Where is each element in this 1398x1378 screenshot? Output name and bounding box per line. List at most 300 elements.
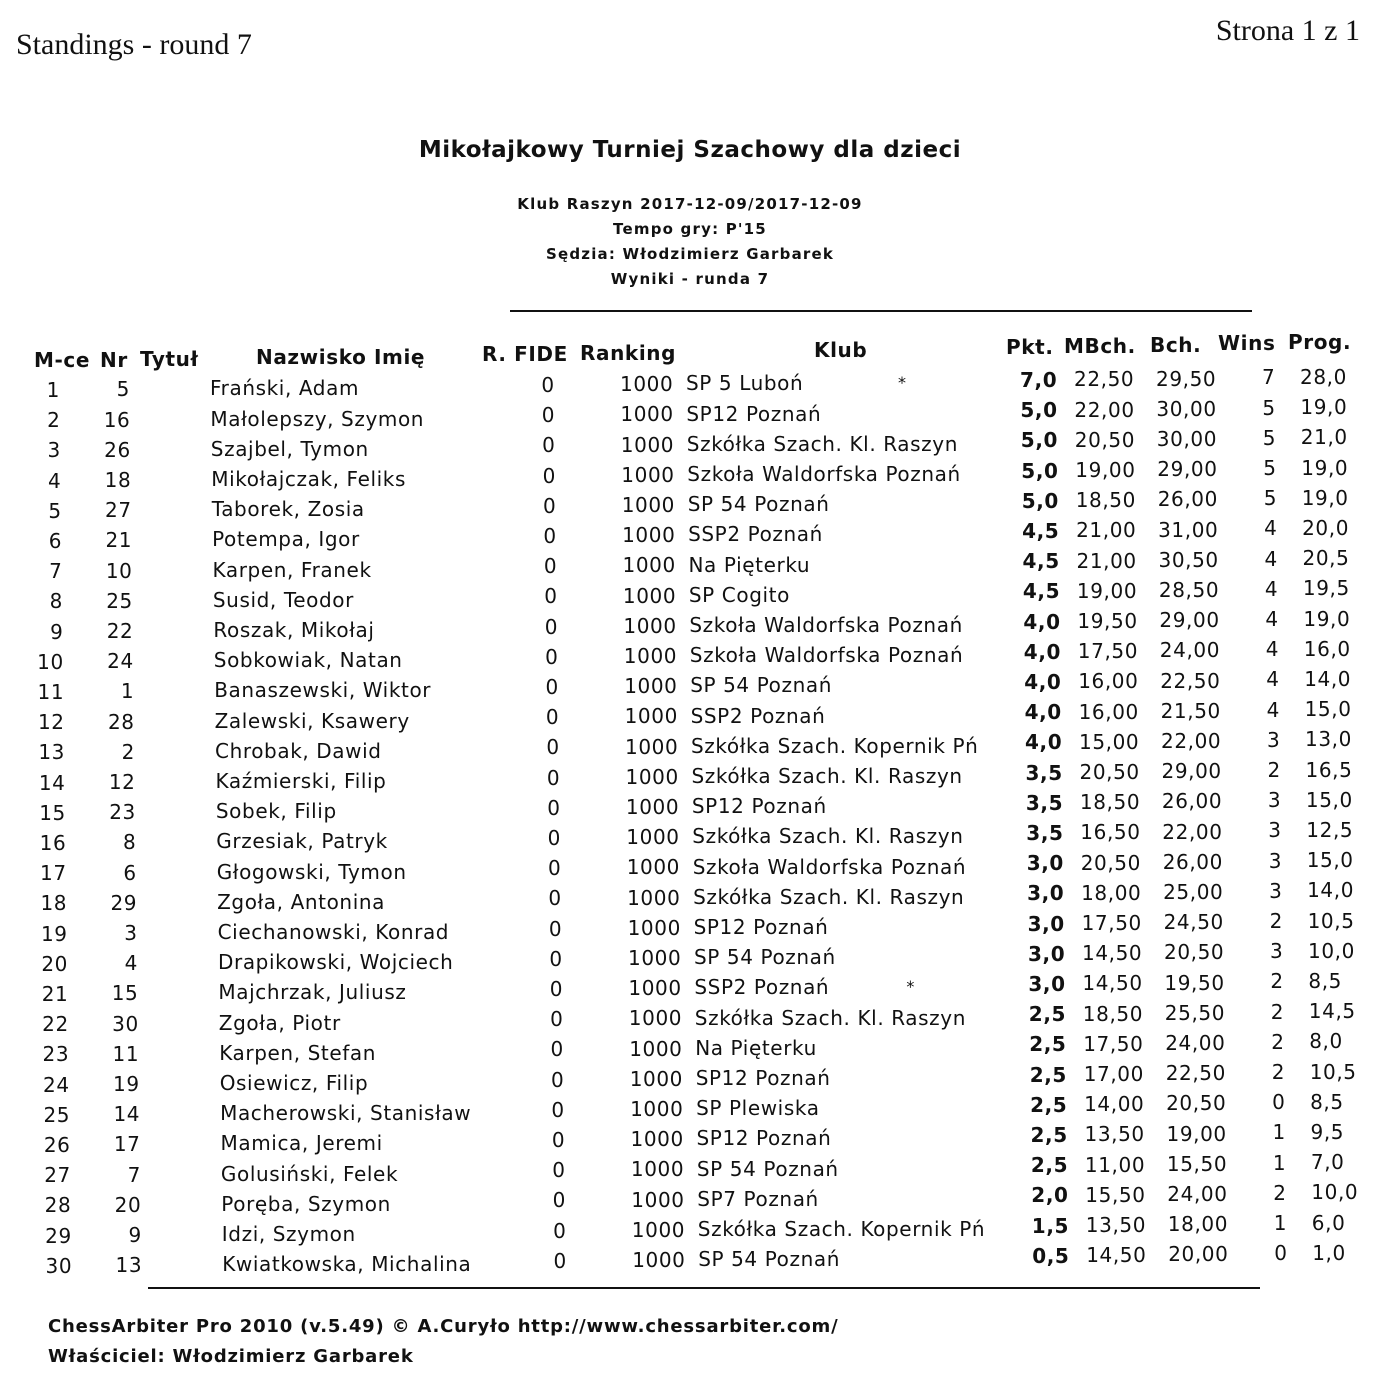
cell-mce: 3 bbox=[47, 438, 61, 463]
cell-bch: 18,00 bbox=[1167, 1212, 1229, 1237]
cell-wins: 2 bbox=[1273, 1180, 1287, 1205]
cell-mbch: 16,50 bbox=[1080, 820, 1141, 845]
cell-fide: 0 bbox=[545, 674, 559, 699]
cell-name: Karpen, Franek bbox=[212, 557, 372, 582]
cell-klub: SP12 Poznań bbox=[693, 915, 829, 939]
cell-pkt: 0,5 bbox=[1032, 1243, 1070, 1268]
cell-prog: 16,0 bbox=[1303, 636, 1351, 661]
cell-nr: 22 bbox=[106, 618, 134, 643]
cell-mce: 5 bbox=[48, 498, 62, 523]
cell-wins: 3 bbox=[1268, 848, 1283, 873]
cell-mce: 18 bbox=[40, 891, 68, 916]
cell-wins: 4 bbox=[1264, 546, 1278, 571]
cell-nr: 9 bbox=[128, 1222, 142, 1247]
cell-klub: SSP2 Poznań bbox=[688, 522, 823, 547]
cell-mbch: 19,00 bbox=[1076, 578, 1138, 603]
cell-bch: 26,00 bbox=[1157, 487, 1218, 512]
cell-klub: SP Cogito bbox=[688, 582, 790, 607]
cell-nr: 16 bbox=[103, 407, 131, 432]
cell-fide: 0 bbox=[552, 1188, 566, 1213]
cell-ranking: 1000 bbox=[621, 492, 675, 517]
cell-klub: Szkółka Szach. Kopernik Pń bbox=[697, 1217, 986, 1241]
cell-klub: SP 5 Luboń bbox=[686, 371, 804, 396]
cell-pkt: 2,5 bbox=[1029, 1062, 1067, 1087]
cell-mce: 23 bbox=[42, 1042, 70, 1067]
cell-name: Golusiński, Felek bbox=[220, 1161, 399, 1186]
cell-bch: 20,50 bbox=[1164, 940, 1225, 965]
cell-nr: 27 bbox=[105, 498, 132, 523]
cell-wins: 1 bbox=[1273, 1211, 1288, 1235]
cell-bch: 15,50 bbox=[1166, 1151, 1228, 1176]
cell-ranking: 1000 bbox=[632, 1247, 686, 1272]
cell-mce: 6 bbox=[48, 529, 63, 553]
cell-klub: SSP2 Poznań bbox=[690, 703, 826, 728]
cell-bch: 22,00 bbox=[1161, 728, 1222, 753]
cell-fide: 0 bbox=[543, 554, 558, 579]
cell-nr: 6 bbox=[123, 860, 137, 885]
col-header-ranking: Ranking bbox=[580, 341, 677, 365]
cell-nr: 10 bbox=[105, 558, 133, 583]
cell-mce: 2 bbox=[47, 408, 61, 433]
cell-fide: 0 bbox=[551, 1127, 566, 1152]
cell-ranking: 1000 bbox=[629, 1036, 683, 1061]
cell-wins: 4 bbox=[1265, 607, 1279, 631]
owner-line: Właściciel: Włodzimierz Garbarek bbox=[48, 1346, 414, 1367]
cell-fide: 0 bbox=[548, 856, 562, 881]
cell-mbch: 14,50 bbox=[1082, 941, 1143, 966]
cell-wins: 4 bbox=[1264, 576, 1279, 601]
cell-klub: Na Pięterku bbox=[688, 552, 811, 577]
cell-name: Mamica, Jeremi bbox=[220, 1131, 383, 1156]
cell-pkt: 3,0 bbox=[1028, 971, 1066, 996]
cell-bch: 22,50 bbox=[1160, 668, 1221, 693]
cell-mbch: 18,50 bbox=[1082, 1001, 1144, 1026]
cell-prog: 19,0 bbox=[1300, 395, 1348, 420]
cell-klub: SP12 Poznań bbox=[686, 401, 822, 426]
cell-prog: 14,0 bbox=[1304, 667, 1352, 691]
cell-name: Macherowski, Stanisław bbox=[220, 1101, 472, 1126]
col-header-fide: R. FIDE bbox=[482, 342, 568, 366]
row-mark: * bbox=[906, 977, 915, 997]
cell-ranking: 1000 bbox=[630, 1157, 685, 1182]
cell-fide: 0 bbox=[551, 1067, 565, 1092]
cell-ranking: 1000 bbox=[628, 976, 682, 1001]
cell-mbch: 16,00 bbox=[1078, 669, 1139, 694]
cell-mbch: 15,00 bbox=[1079, 729, 1140, 754]
cell-nr: 3 bbox=[124, 920, 138, 945]
cell-pkt: 4,0 bbox=[1024, 669, 1062, 694]
cell-name: Karpen, Stefan bbox=[219, 1040, 377, 1065]
cell-bch: 26,00 bbox=[1162, 849, 1223, 874]
cell-klub: SP 54 Poznań bbox=[687, 492, 830, 517]
cell-prog: 19,0 bbox=[1303, 606, 1351, 631]
cell-prog: 12,5 bbox=[1306, 818, 1354, 842]
cell-pkt: 4,0 bbox=[1025, 730, 1063, 755]
cell-ranking: 1000 bbox=[628, 1006, 683, 1031]
cell-wins: 4 bbox=[1266, 667, 1280, 692]
cell-pkt: 4,0 bbox=[1023, 609, 1061, 634]
cell-fide: 0 bbox=[551, 1097, 565, 1122]
cell-prog: 1,0 bbox=[1312, 1240, 1346, 1265]
cell-mbch: 13,50 bbox=[1084, 1122, 1145, 1147]
cell-wins: 1 bbox=[1272, 1150, 1287, 1175]
cell-mce: 4 bbox=[47, 468, 62, 493]
cell-mbch: 18,50 bbox=[1075, 488, 1136, 513]
cell-mbch: 17,00 bbox=[1083, 1062, 1144, 1086]
cell-mbch: 15,50 bbox=[1085, 1182, 1146, 1207]
cell-nr: 24 bbox=[107, 649, 134, 674]
cell-klub: SP7 Poznań bbox=[697, 1186, 819, 1211]
cell-fide: 0 bbox=[552, 1158, 566, 1183]
cell-nr: 30 bbox=[112, 1011, 139, 1036]
cell-klub: SP 54 Poznań bbox=[698, 1247, 840, 1272]
cell-pkt: 3,0 bbox=[1027, 911, 1065, 936]
cell-mbch: 16,00 bbox=[1078, 699, 1139, 724]
cell-wins: 0 bbox=[1274, 1241, 1288, 1266]
report-type-label: Standings - round 7 bbox=[16, 28, 252, 61]
cell-pkt: 3,5 bbox=[1025, 760, 1063, 785]
cell-mbch: 17,50 bbox=[1081, 911, 1142, 935]
cell-mbch: 22,00 bbox=[1074, 397, 1135, 422]
col-header-bch: Bch. bbox=[1150, 333, 1202, 357]
cell-prog: 9,5 bbox=[1310, 1120, 1345, 1144]
cell-mbch: 20,50 bbox=[1079, 760, 1140, 784]
cell-name: Roszak, Mikołaj bbox=[213, 618, 375, 642]
cell-name: Małolepszy, Szymon bbox=[210, 406, 425, 431]
cell-nr: 12 bbox=[108, 769, 136, 794]
cell-nr: 20 bbox=[114, 1192, 142, 1217]
col-header-pkt: Pkt. bbox=[1006, 335, 1054, 359]
cell-name: Kaźmierski, Filip bbox=[215, 769, 387, 793]
cell-prog: 20,5 bbox=[1302, 546, 1350, 571]
cell-mce: 1 bbox=[46, 378, 60, 402]
cell-klub: Na Pięterku bbox=[695, 1035, 817, 1060]
cell-nr: 2 bbox=[121, 739, 135, 764]
cell-name: Głogowski, Tymon bbox=[216, 859, 407, 884]
cell-ranking: 1000 bbox=[630, 1127, 684, 1152]
cell-wins: 5 bbox=[1263, 486, 1278, 511]
cell-nr: 15 bbox=[111, 981, 139, 1006]
cell-prog: 14,5 bbox=[1308, 999, 1356, 1024]
cell-fide: 0 bbox=[550, 1007, 564, 1032]
cell-fide: 0 bbox=[542, 433, 556, 458]
cell-klub: Szkółka Szach. Kl. Raszyn bbox=[694, 1005, 966, 1030]
cell-pkt: 1,5 bbox=[1031, 1213, 1070, 1238]
cell-prog: 10,0 bbox=[1308, 938, 1355, 963]
cell-prog: 19,0 bbox=[1301, 455, 1349, 480]
cell-bch: 19,00 bbox=[1166, 1121, 1227, 1146]
cell-nr: 1 bbox=[120, 679, 135, 704]
cell-fide: 0 bbox=[548, 886, 562, 911]
cell-mce: 19 bbox=[40, 921, 68, 946]
cell-nr: 4 bbox=[124, 951, 138, 976]
cell-fide: 0 bbox=[546, 735, 560, 760]
cell-nr: 17 bbox=[113, 1132, 141, 1157]
cell-nr: 14 bbox=[113, 1102, 141, 1127]
cell-ranking: 1000 bbox=[626, 825, 680, 850]
cell-pkt: 5,0 bbox=[1020, 398, 1058, 423]
software-credit: ChessArbiter Pro 2010 (v.5.49) © A.Curyło http://www.chessarbiter.com/ bbox=[48, 1316, 839, 1337]
cell-mce: 16 bbox=[39, 831, 67, 855]
cell-wins: 3 bbox=[1267, 788, 1282, 813]
cell-pkt: 4,0 bbox=[1024, 700, 1062, 725]
cell-wins: 2 bbox=[1270, 999, 1285, 1024]
cell-fide: 0 bbox=[543, 493, 557, 518]
cell-mce: 25 bbox=[43, 1102, 71, 1127]
cell-name: Mikołajczak, Feliks bbox=[211, 467, 406, 491]
cell-mce: 29 bbox=[45, 1223, 72, 1248]
col-header-wins: Wins bbox=[1218, 331, 1276, 355]
cell-pkt: 2,5 bbox=[1028, 1002, 1067, 1027]
page-footer bbox=[48, 1312, 838, 1372]
cell-wins: 2 bbox=[1271, 1060, 1286, 1084]
cell-mbch: 19,50 bbox=[1077, 609, 1138, 633]
cell-klub: SP12 Poznań bbox=[696, 1126, 832, 1151]
cell-fide: 0 bbox=[547, 825, 561, 850]
cell-wins: 7 bbox=[1262, 365, 1276, 390]
cell-bch: 24,00 bbox=[1165, 1030, 1226, 1055]
cell-prog: 15,0 bbox=[1304, 697, 1352, 722]
cell-wins: 4 bbox=[1266, 697, 1280, 722]
cell-pkt: 7,0 bbox=[1020, 367, 1058, 392]
cell-mce: 20 bbox=[41, 951, 68, 976]
header-divider bbox=[510, 310, 1252, 312]
cell-bch: 30,00 bbox=[1156, 426, 1218, 451]
cell-prog: 8,5 bbox=[1308, 969, 1342, 993]
cell-ranking: 1000 bbox=[628, 945, 682, 970]
cell-fide: 0 bbox=[545, 705, 560, 730]
cell-name: Ciechanowski, Konrad bbox=[217, 920, 450, 944]
cell-prog: 10,5 bbox=[1307, 908, 1355, 933]
cell-ranking: 1000 bbox=[626, 855, 680, 880]
cell-prog: 15,0 bbox=[1305, 787, 1353, 812]
cell-mbch: 18,50 bbox=[1079, 790, 1141, 815]
cell-wins: 5 bbox=[1262, 395, 1276, 420]
cell-klub: Szkoła Waldorfska Poznań bbox=[689, 643, 964, 668]
judge-line: Sędzia: Włodzimierz Garbarek bbox=[545, 245, 835, 263]
cell-prog: 10,5 bbox=[1309, 1059, 1357, 1084]
cell-ranking: 1000 bbox=[620, 372, 674, 397]
cell-mce: 7 bbox=[49, 559, 63, 584]
cell-klub: SP 54 Poznań bbox=[696, 1156, 839, 1181]
cell-name: Chrobak, Dawid bbox=[215, 738, 382, 763]
cell-prog: 21,0 bbox=[1300, 425, 1348, 450]
cell-bch: 29,00 bbox=[1161, 759, 1222, 784]
cell-wins: 2 bbox=[1271, 1029, 1285, 1054]
cell-ranking: 1000 bbox=[622, 553, 676, 578]
cell-mce: 10 bbox=[37, 649, 64, 674]
cell-nr: 29 bbox=[110, 890, 138, 915]
cell-nr: 11 bbox=[112, 1041, 140, 1066]
cell-name: Idzi, Szymon bbox=[221, 1222, 356, 1246]
cell-wins: 3 bbox=[1269, 878, 1283, 903]
cell-bch: 22,50 bbox=[1165, 1061, 1226, 1086]
cell-nr: 7 bbox=[127, 1162, 141, 1187]
cell-prog: 13,0 bbox=[1305, 727, 1352, 752]
page-header bbox=[0, 0, 1398, 80]
cell-ranking: 1000 bbox=[622, 523, 676, 548]
cell-pkt: 2,0 bbox=[1031, 1183, 1069, 1208]
cell-mce: 8 bbox=[49, 589, 63, 614]
page-number-label: Strona 1 z 1 bbox=[1215, 14, 1360, 47]
col-header-klub: Klub bbox=[814, 338, 868, 362]
col-header-tytul: Tytuł bbox=[140, 347, 199, 371]
cell-mce: 26 bbox=[43, 1133, 71, 1157]
cell-pkt: 2,5 bbox=[1030, 1122, 1068, 1147]
cell-bch: 24,00 bbox=[1159, 638, 1221, 663]
cell-fide: 0 bbox=[545, 644, 559, 669]
cell-klub: Szkółka Szach. Kopernik Pń bbox=[691, 733, 979, 758]
cell-prog: 28,0 bbox=[1300, 365, 1347, 389]
cell-mbch: 11,00 bbox=[1084, 1152, 1146, 1177]
cell-bch: 30,00 bbox=[1156, 396, 1217, 421]
cell-nr: 8 bbox=[122, 830, 137, 855]
results-round-line: Wyniki - runda 7 bbox=[610, 270, 770, 288]
cell-fide: 0 bbox=[541, 372, 555, 397]
cell-mbch: 19,00 bbox=[1075, 458, 1136, 482]
club-dates-line: Klub Raszyn 2017-12-09/2017-12-09 bbox=[517, 195, 863, 213]
cell-bch: 24,00 bbox=[1167, 1181, 1228, 1206]
cell-name: Drapikowski, Wojciech bbox=[218, 950, 454, 975]
cell-ranking: 1000 bbox=[620, 402, 674, 427]
cell-bch: 30,50 bbox=[1158, 547, 1219, 572]
cell-klub: Szkółka Szach. Kl. Raszyn bbox=[693, 884, 965, 909]
cell-bch: 22,00 bbox=[1162, 819, 1223, 844]
cell-mce: 30 bbox=[45, 1253, 73, 1278]
cell-nr: 23 bbox=[109, 800, 136, 825]
cell-wins: 2 bbox=[1269, 909, 1283, 933]
cell-name: Banaszewski, Wiktor bbox=[214, 678, 432, 703]
cell-wins: 5 bbox=[1262, 425, 1277, 450]
cell-bch: 29,00 bbox=[1157, 457, 1218, 482]
cell-nr: 5 bbox=[116, 377, 130, 402]
cell-prog: 10,0 bbox=[1311, 1180, 1359, 1205]
cell-mbch: 14,00 bbox=[1084, 1092, 1145, 1117]
cell-prog: 8,0 bbox=[1309, 1029, 1343, 1054]
cell-mce: 28 bbox=[44, 1193, 72, 1218]
cell-pkt: 4,5 bbox=[1022, 579, 1061, 604]
cell-mbch: 21,00 bbox=[1076, 518, 1137, 543]
cell-bch: 20,00 bbox=[1168, 1242, 1229, 1267]
cell-prog: 7,0 bbox=[1310, 1150, 1345, 1175]
cell-pkt: 4,0 bbox=[1023, 639, 1062, 664]
cell-fide: 0 bbox=[549, 976, 564, 1001]
cell-nr: 28 bbox=[107, 709, 135, 734]
cell-name: Sobkowiak, Natan bbox=[213, 648, 403, 673]
cell-wins: 0 bbox=[1272, 1090, 1286, 1115]
cell-klub: SP12 Poznań bbox=[695, 1066, 831, 1090]
cell-mce: 22 bbox=[42, 1012, 69, 1037]
cell-pkt: 5,0 bbox=[1021, 488, 1059, 513]
cell-pkt: 3,0 bbox=[1027, 881, 1065, 906]
tempo-line: Tempo gry: P'15 bbox=[613, 220, 767, 238]
cell-name: Zgoła, Piotr bbox=[218, 1010, 341, 1035]
cell-fide: 0 bbox=[544, 614, 559, 639]
cell-ranking: 1000 bbox=[620, 432, 675, 457]
cell-fide: 0 bbox=[548, 916, 563, 941]
cell-mbch: 14,50 bbox=[1086, 1243, 1147, 1268]
cell-name: Kwiatkowska, Michalina bbox=[222, 1252, 472, 1277]
cell-klub: Szkółka Szach. Kl. Raszyn bbox=[692, 824, 964, 849]
cell-ranking: 1000 bbox=[630, 1096, 684, 1121]
cell-ranking: 1000 bbox=[623, 643, 678, 668]
cell-bch: 29,50 bbox=[1156, 366, 1217, 391]
cell-fide: 0 bbox=[544, 584, 558, 609]
cell-mce: 15 bbox=[39, 800, 66, 825]
cell-fide: 0 bbox=[547, 795, 561, 820]
cell-nr: 13 bbox=[115, 1253, 143, 1278]
cell-prog: 19,0 bbox=[1301, 485, 1349, 510]
cell-ranking: 1000 bbox=[627, 915, 681, 940]
cell-fide: 0 bbox=[543, 523, 557, 548]
cell-nr: 19 bbox=[113, 1071, 140, 1096]
cell-mbch: 20,50 bbox=[1080, 850, 1141, 875]
cell-prog: 20,0 bbox=[1302, 516, 1350, 540]
cell-name: Zgoła, Antonina bbox=[217, 889, 385, 914]
cell-mce: 13 bbox=[38, 740, 65, 765]
cell-mce: 24 bbox=[43, 1072, 70, 1097]
cell-klub: SSP2 Poznań bbox=[694, 975, 830, 1000]
cell-name: Osiewicz, Filip bbox=[219, 1071, 369, 1095]
cell-fide: 0 bbox=[546, 765, 561, 790]
cell-prog: 16,5 bbox=[1305, 757, 1353, 782]
cell-klub: SP 54 Poznań bbox=[694, 945, 836, 970]
cell-ranking: 1000 bbox=[627, 885, 681, 910]
cell-mbch: 17,50 bbox=[1077, 639, 1139, 664]
cell-bch: 31,00 bbox=[1158, 517, 1219, 542]
cell-klub: SP12 Poznań bbox=[691, 794, 827, 819]
cell-bch: 25,00 bbox=[1163, 879, 1224, 904]
cell-klub: Szkoła Waldorfska Poznań bbox=[692, 854, 967, 879]
cell-pkt: 3,5 bbox=[1025, 790, 1064, 815]
cell-nr: 25 bbox=[106, 588, 133, 613]
col-header-nr: Nr bbox=[100, 348, 128, 372]
cell-prog: 6,0 bbox=[1311, 1210, 1346, 1235]
cell-nr: 26 bbox=[104, 437, 131, 462]
cell-pkt: 3,5 bbox=[1026, 820, 1064, 845]
cell-pkt: 3,0 bbox=[1028, 941, 1066, 966]
col-header-name: Nazwisko Imię bbox=[256, 345, 426, 369]
cell-bch: 21,50 bbox=[1160, 698, 1221, 723]
cell-nr: 21 bbox=[105, 528, 133, 553]
cell-pkt: 4,5 bbox=[1022, 549, 1060, 574]
col-header-mce: M-ce bbox=[34, 348, 91, 372]
cell-prog: 15,0 bbox=[1306, 848, 1354, 873]
cell-fide: 0 bbox=[550, 1037, 564, 1062]
cell-wins: 2 bbox=[1267, 758, 1281, 782]
cell-pkt: 2,5 bbox=[1029, 1032, 1067, 1057]
cell-mbch: 13,50 bbox=[1085, 1213, 1147, 1237]
cell-ranking: 1000 bbox=[625, 794, 680, 819]
cell-ranking: 1000 bbox=[624, 704, 678, 729]
cell-name: Majchrzak, Juliusz bbox=[218, 980, 407, 1005]
cell-ranking: 1000 bbox=[631, 1187, 685, 1212]
cell-mce: 9 bbox=[50, 619, 64, 644]
cell-ranking: 1000 bbox=[623, 613, 677, 638]
cell-klub: Szkółka Szach. Kl. Raszyn bbox=[686, 431, 958, 456]
cell-pkt: 2,5 bbox=[1030, 1153, 1069, 1178]
cell-prog: 19,5 bbox=[1302, 576, 1350, 601]
cell-bch: 20,50 bbox=[1166, 1091, 1227, 1116]
cell-klub: Szkółka Szach. Kl. Raszyn bbox=[691, 764, 963, 788]
cell-fide: 0 bbox=[541, 403, 556, 428]
cell-ranking: 1000 bbox=[622, 583, 677, 608]
cell-wins: 2 bbox=[1270, 969, 1284, 994]
cell-nr: 18 bbox=[104, 467, 132, 492]
cell-bch: 25,50 bbox=[1164, 1000, 1226, 1025]
cell-klub: SP 54 Poznań bbox=[690, 673, 832, 698]
cell-pkt: 2,5 bbox=[1030, 1092, 1068, 1117]
